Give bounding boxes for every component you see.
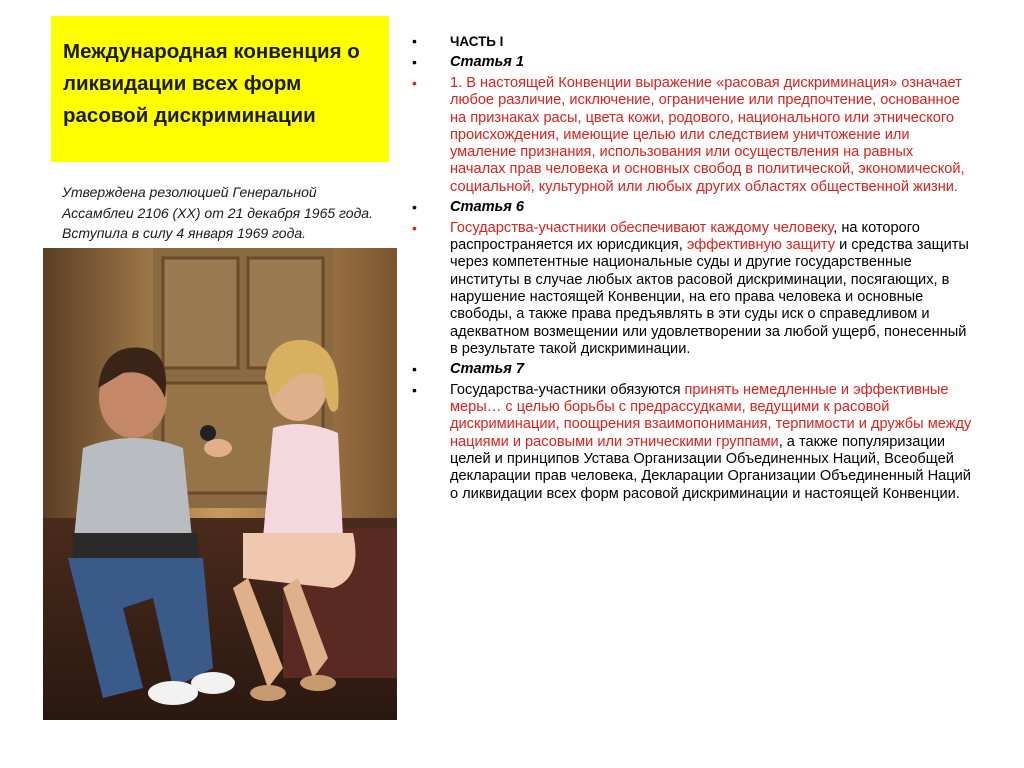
article-7-heading: Статья 7: [450, 361, 525, 378]
list-item-art1-text: [412, 75, 972, 196]
bullet-icon: •: [412, 219, 417, 236]
article-6-black-2: и средства защиты через компетентные национальные суды и другие государственные институты в случае любых актов расовой дискриминации, посягающих, в нарушение настоящей Конвенции, на его права человека и основные свободы, а также права предъявлять в эти суды иск о справедливом и адекватном возмещении или удовлетворении за любой ущерб, понесенный в результате такой дискриминации.: [450, 237, 969, 357]
article-7-black-2: , а также популяризации целей и принципов Устава Организации Объединенных Наций, Всеобщей декларации прав человека, Декларации Организации Объединенный Наций о ликвидации всех форм расовой дискриминации и настоящей Конвенции.: [450, 433, 971, 502]
list-item-art7-text: [412, 382, 972, 503]
bullet-icon: •: [412, 74, 417, 91]
slide-subtitle: Утверждена резолюцией Генеральной Ассамблеи 2106 (XX) от 21 декабря 1965 года. Вступила в силу 4 января 1969 года.: [62, 184, 373, 241]
article-6-red-1: Государства-участники обеспечивают каждому человеку: [450, 219, 834, 236]
list-item-art1-heading: [412, 54, 972, 71]
article-1-heading: Статья 1: [450, 54, 525, 71]
article-1-text: 1. В настоящей Конвенции выражение «расовая дискриминация» означает любое различие, исключение, ограничение или предпочтение, основанное на признаках расы, цвета кожи, родового, национального или этнического происхождения, имеющие целью или следствием уничтожение или умаление признания, использования или осуществления на равных началах прав человека и основных свобод в политической, экономической, социальной, культурной или любых других областях общественной жизни.: [450, 74, 965, 195]
part-heading: ЧАСТЬ I: [450, 34, 504, 49]
list-item-art6-text: [412, 220, 972, 358]
list-item-part: [412, 33, 972, 51]
article-6-red-2: эффективную защиту: [686, 237, 836, 254]
bullet-icon: •: [412, 381, 417, 398]
bullet-icon: •: [412, 361, 417, 378]
title-box: [51, 16, 389, 162]
bullet-icon: •: [412, 199, 417, 216]
slide-title: Международная конвенция о ликвидации всех форм расовой дискриминации: [63, 40, 360, 127]
bullet-icon: •: [412, 33, 417, 49]
article-7-red-1: принять немедленные и эффективные меры… с целью борьбы с предрассудками, ведущими к расовой дискриминации, поощрения взаимопонимания, терпимости и дружбы между нациями и расовыми или этническими группами: [450, 381, 972, 450]
content-list: [412, 33, 972, 506]
photo-two-women-interview: [43, 248, 397, 720]
list-item-art7-heading: [412, 361, 972, 378]
article-7-black-1: Государства-участники обязуются: [450, 381, 685, 398]
article-6-black-1: , на которого распространяется их юрисдикция,: [450, 219, 920, 254]
list-item-art6-heading: [412, 199, 972, 216]
article-6-heading: Статья 6: [450, 199, 525, 216]
bullet-icon: •: [412, 54, 417, 71]
